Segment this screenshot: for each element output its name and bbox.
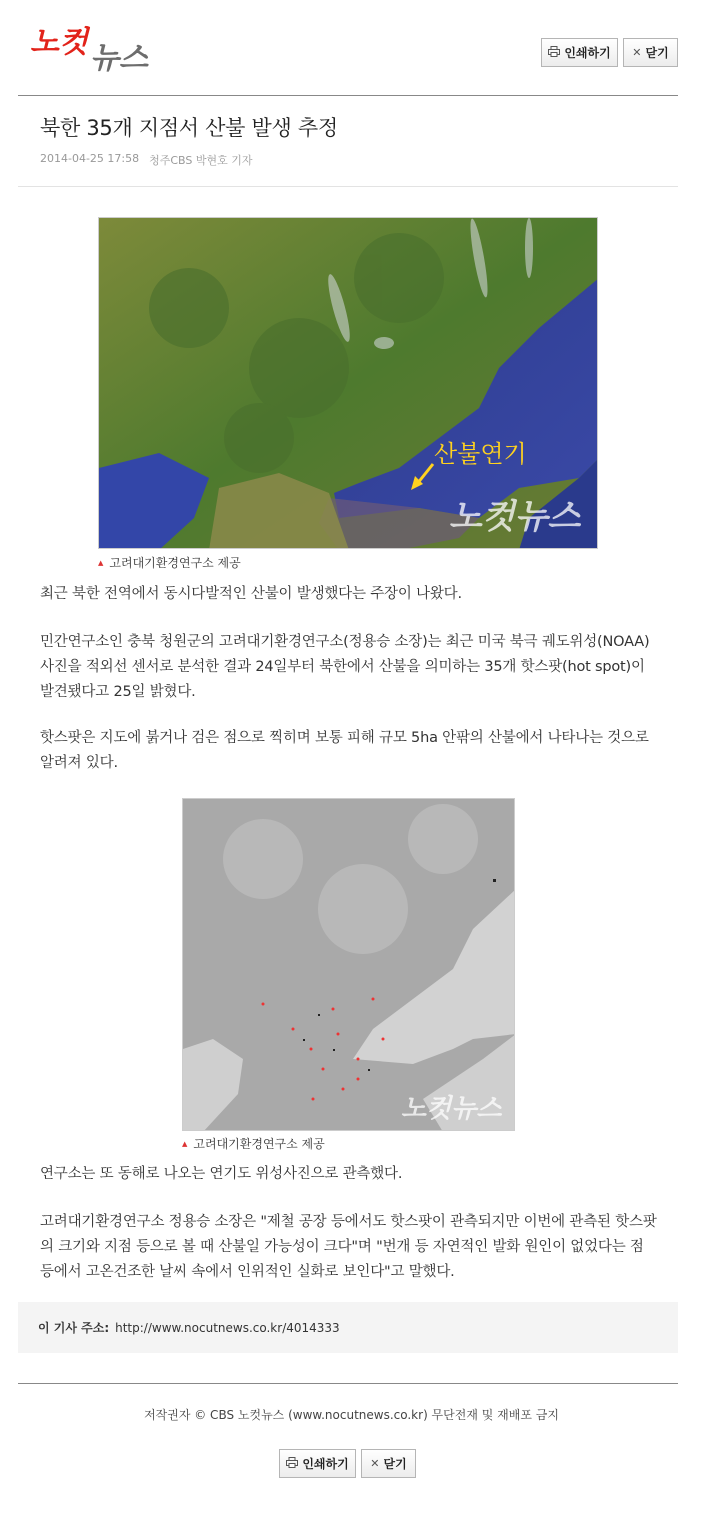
article-paragraph: 핫스팟은 지도에 붉거나 검은 점으로 찍히며 보통 피해 규모 5ha 안팎의 산불에서 나타나는 것으로 알려져 있다. <box>40 730 649 771</box>
article-paragraph: 연구소는 또 동해로 나오는 연기도 위성사진으로 관측했다. <box>40 1166 403 1182</box>
footer-divider <box>18 1383 678 1384</box>
photo-caption-2-text: 고려대기환경연구소 제공 <box>193 1137 325 1151</box>
satellite-photo-hotspots-graphic <box>183 799 515 1131</box>
article-reporter: 청주CBS 박현호 기자 <box>149 154 253 167</box>
smoke-overlay-label: 산불연기 <box>434 440 527 468</box>
triangle-up-icon: ▲ <box>98 558 104 567</box>
nocut-news-logo[interactable] <box>28 22 168 72</box>
article-url-link[interactable]: http://www.nocutnews.co.kr/4014333 <box>115 1320 340 1335</box>
logo-text-red: 노컷 <box>30 25 88 60</box>
article-url-box <box>18 1302 678 1353</box>
article-title: 북한 35개 지점서 산불 발생 추정 <box>40 116 338 140</box>
photo-watermark: 노컷뉴스 <box>449 497 581 537</box>
article-url-label: 이 기사 주소: <box>38 1321 110 1335</box>
photo-caption-1 <box>98 554 241 571</box>
close-button-label: 닫기 <box>645 46 669 60</box>
printer-icon <box>548 46 560 60</box>
satellite-photo-hotspots <box>182 798 515 1131</box>
printer-icon <box>286 1457 298 1471</box>
article-paragraph: 고려대기환경연구소 정용승 소장은 "제철 공장 등에서도 핫스팟이 관측되지만 이번에 관측된 핫스팟의 크기와 지점 등으로 볼 때 산불일 가능성이 크다"며 "번개 등 자연적인 발화 원인이 없었다는 점 등에서 고온건조한 날씨 속에서 인위적인 실화로 보인다"고 말했다. <box>40 1214 657 1280</box>
logo-text-gray: 뉴스 <box>90 41 148 72</box>
article-meta <box>40 152 253 168</box>
close-button-bottom[interactable] <box>361 1449 416 1478</box>
article-date: 2014-04-25 17:58 <box>40 152 140 165</box>
close-button-top[interactable] <box>623 38 678 67</box>
triangle-up-icon: ▲ <box>182 1139 188 1148</box>
print-button-bottom[interactable] <box>279 1449 356 1478</box>
photo-caption-1-text: 고려대기환경연구소 제공 <box>109 556 241 570</box>
article-paragraph: 최근 북한 전역에서 동시다발적인 산불이 발생했다는 주장이 나왔다. <box>40 586 462 602</box>
close-x-icon: ✕ <box>632 46 642 59</box>
title-divider <box>18 186 678 187</box>
satellite-photo-color <box>98 217 598 549</box>
print-button-top[interactable] <box>541 38 618 67</box>
print-button-label: 인쇄하기 <box>564 46 611 60</box>
logo-graphic <box>28 22 168 72</box>
copyright-notice: 저작권자 © CBS 노컷뉴스 (www.nocutnews.co.kr) 무단전재 및 재배포 금지 <box>144 1408 559 1422</box>
close-button-label: 닫기 <box>383 1457 407 1471</box>
satellite-photo-color-graphic <box>99 218 598 549</box>
header <box>18 0 678 96</box>
photo-watermark: 노컷뉴스 <box>401 1094 502 1124</box>
close-x-icon: ✕ <box>370 1457 380 1470</box>
article-paragraph: 민간연구소인 충북 청원군의 고려대기환경연구소(정용승 소장)는 최근 미국 북극 궤도위성(NOAA) 사진을 적외선 센서로 분석한 결과 24일부터 북한에서 산불을 의미하는 35개 핫스팟(hot spot)이 발견됐다고 25일 밝혔다. <box>40 634 650 700</box>
print-button-label: 인쇄하기 <box>302 1457 349 1471</box>
photo-caption-2 <box>182 1135 325 1152</box>
